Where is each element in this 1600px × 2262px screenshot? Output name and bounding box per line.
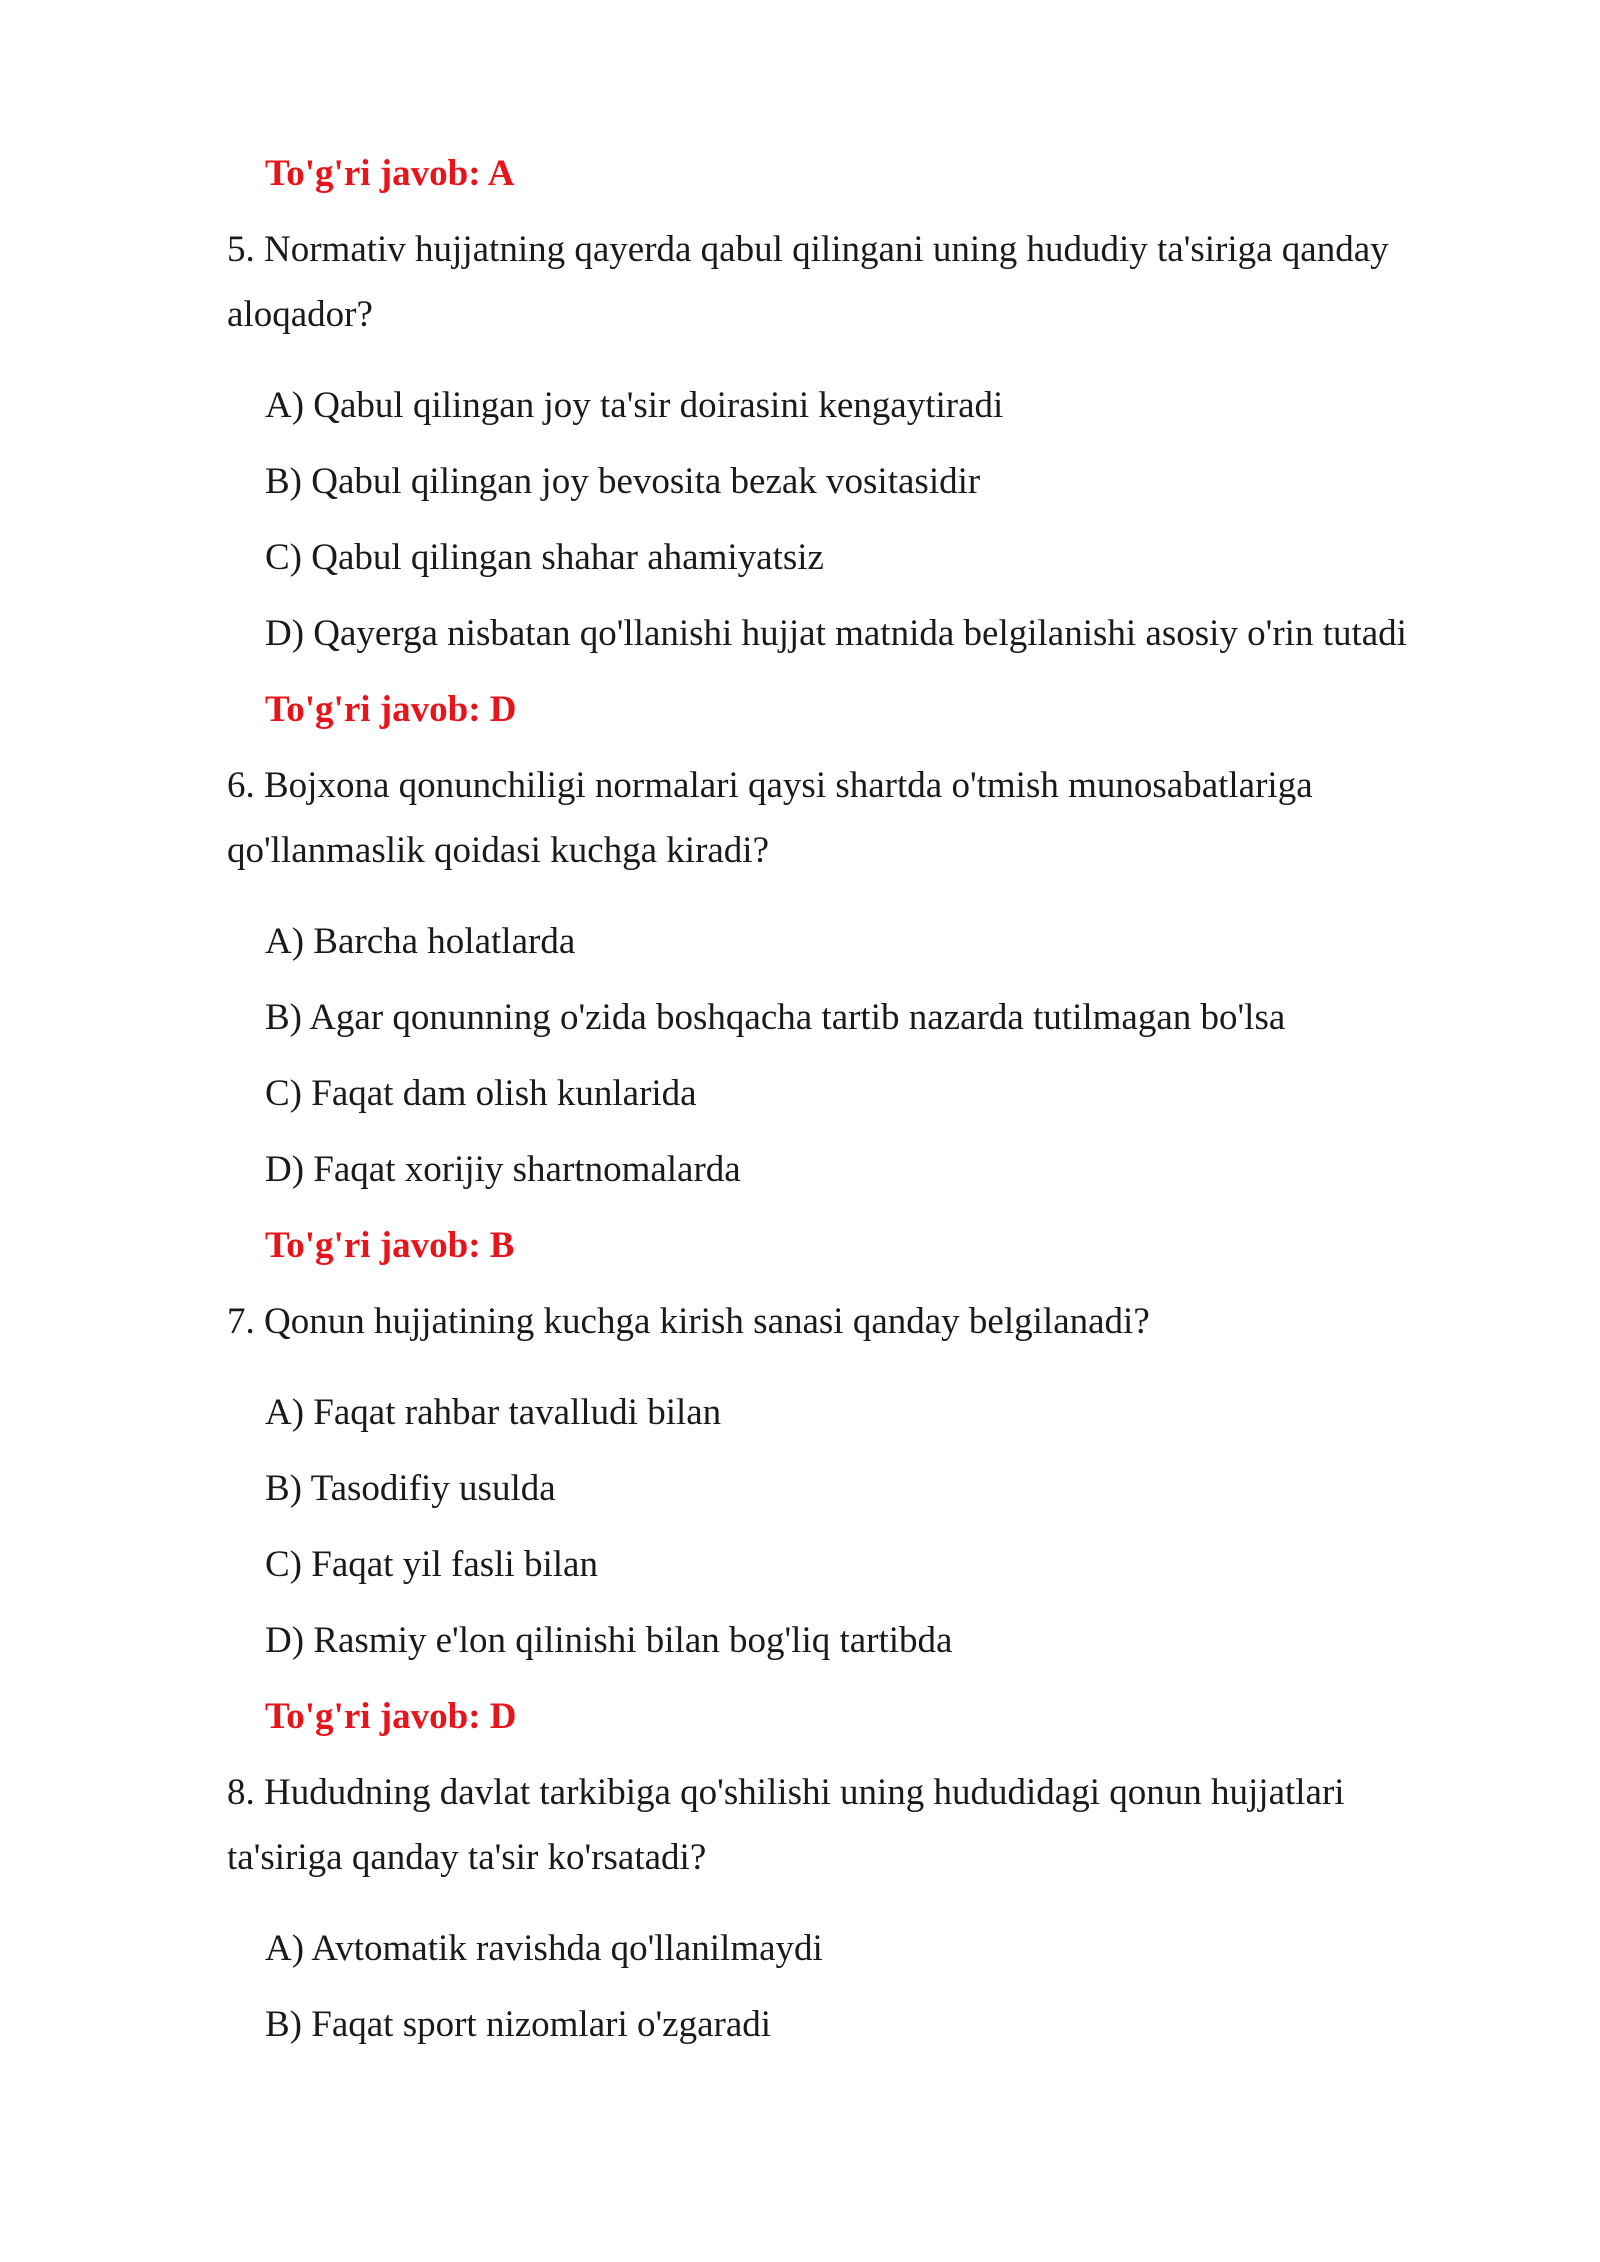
question-5-option-c: C) Qabul qilingan shahar ahamiyatsiz (265, 537, 824, 578)
question-8-option-b: B) Faqat sport nizomlari o'zgaradi (265, 2004, 772, 2045)
question-5-text-cont: aloqador? (227, 294, 373, 335)
question-5-correct-answer: To'g'ri javob: D (265, 689, 517, 730)
question-5-option-a: A) Qabul qilingan joy ta'sir doirasini kengaytiradi (265, 385, 1004, 426)
question-6-text-cont: qo'llanmaslik qoidasi kuchga kiradi? (227, 830, 770, 871)
question-7-text: 7. Qonun hujjatining kuchga kirish sanasi qanday belgilanadi? (227, 1301, 1150, 1342)
question-6-correct-answer: To'g'ri javob: B (265, 1225, 515, 1266)
correct-answer: To'g'ri javob: A (265, 153, 515, 194)
question-6-option-d: D) Faqat xorijiy shartnomalarda (265, 1149, 741, 1190)
question-7-correct-answer: To'g'ri javob: D (265, 1696, 517, 1737)
question-7-option-d: D) Rasmiy e'lon qilinishi bilan bog'liq tartibda (265, 1620, 953, 1661)
question-6-option-c: C) Faqat dam olish kunlarida (265, 1073, 697, 1114)
question-7-option-a: A) Faqat rahbar tavalludi bilan (265, 1392, 722, 1433)
question-7-option-b: B) Tasodifiy usulda (265, 1468, 556, 1509)
question-8-text: 8. Hududning davlat tarkibiga qo'shilishi uning hududidagi qonun hujjatlari (227, 1772, 1345, 1813)
question-5-option-d: D) Qayerga nisbatan qo'llanishi hujjat matnida belgilanishi asosiy o'rin tutadi (265, 613, 1407, 654)
question-6-text: 6. Bojxona qonunchiligi normalari qaysi shartda o'tmish munosabatlariga (227, 765, 1313, 806)
question-8-option-a: A) Avtomatik ravishda qo'llanilmaydi (265, 1928, 823, 1969)
question-7-option-c: C) Faqat yil fasli bilan (265, 1544, 598, 1585)
question-5-text: 5. Normativ hujjatning qayerda qabul qilingani uning hududiy ta'siriga qanday (227, 229, 1389, 270)
question-8-text-cont: ta'siriga qanday ta'sir ko'rsatadi? (227, 1837, 707, 1878)
question-6-option-a: A) Barcha holatlarda (265, 921, 576, 962)
question-6-option-b: B) Agar qonunning o'zida boshqacha tartib nazarda tutilmagan bo'lsa (265, 997, 1286, 1038)
question-5-option-b: B) Qabul qilingan joy bevosita bezak vositasidir (265, 461, 981, 502)
